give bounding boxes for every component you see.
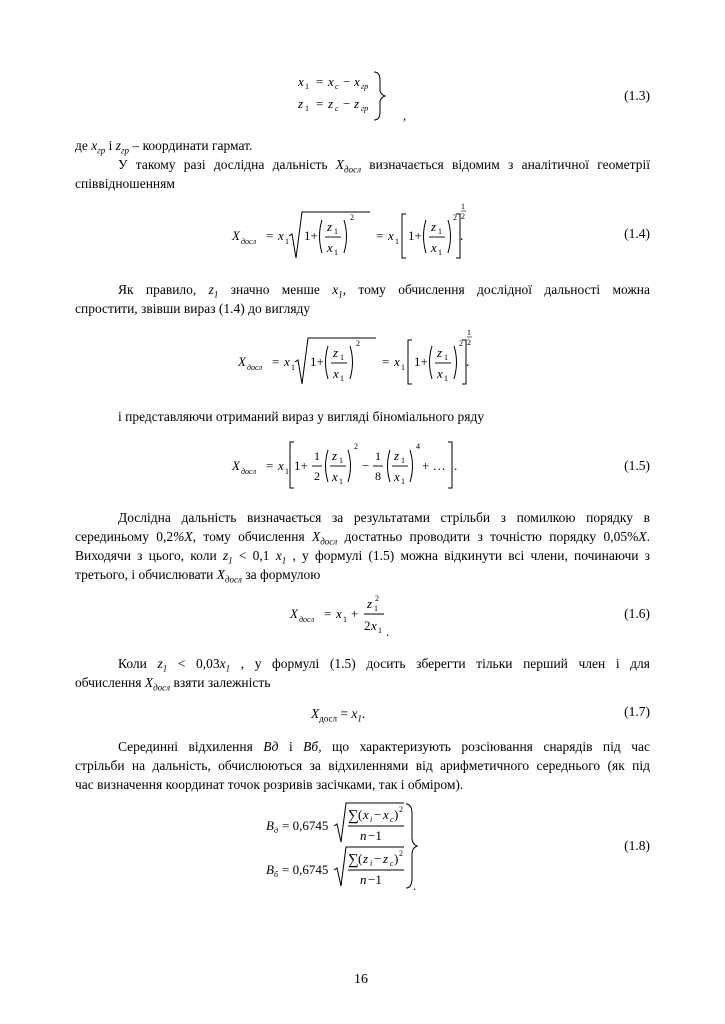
svg-text:−: − bbox=[362, 458, 370, 473]
var-Bb: Вб bbox=[303, 739, 319, 754]
svg-text:4: 4 bbox=[416, 442, 420, 451]
svg-text:досл: досл bbox=[299, 615, 315, 624]
svg-text:1+: 1+ bbox=[294, 458, 308, 473]
svg-text:z: z bbox=[332, 448, 338, 463]
text-span: серединьому 0,2 bbox=[75, 529, 174, 544]
svg-text:1: 1 bbox=[467, 328, 471, 337]
text-span: , у формулі (1.5) можна відкинути всі члени, починаючи з bbox=[286, 548, 650, 563]
svg-text:X: X bbox=[232, 458, 240, 473]
var-x: x bbox=[332, 282, 339, 297]
subscript: досл bbox=[319, 713, 338, 724]
var-X: X bbox=[184, 529, 193, 544]
text-span: У такому разі дослідна дальність bbox=[118, 157, 336, 172]
svg-text:1+: 1+ bbox=[310, 354, 324, 369]
var-X: X bbox=[144, 675, 154, 690]
svg-text:= 0,6745: = 0,6745 bbox=[282, 818, 329, 833]
var-X: X bbox=[311, 706, 320, 721]
text-span: < 0,03 bbox=[167, 656, 220, 671]
svg-text:1: 1 bbox=[305, 82, 309, 91]
var-z: z bbox=[222, 548, 229, 563]
svg-text:1: 1 bbox=[374, 604, 378, 613]
svg-text:1: 1 bbox=[339, 456, 343, 465]
svg-text:1+: 1+ bbox=[304, 228, 318, 243]
svg-text:1: 1 bbox=[334, 248, 338, 257]
svg-text:1+: 1+ bbox=[414, 354, 428, 369]
svg-text:досл: досл bbox=[247, 363, 263, 372]
var-x: x bbox=[219, 656, 226, 671]
svg-text:−1: −1 bbox=[368, 872, 382, 887]
text-span: , тому обчислення bbox=[192, 529, 312, 544]
text-span: Як правило, bbox=[118, 282, 209, 297]
svg-text:2: 2 bbox=[314, 469, 320, 483]
svg-text:c: c bbox=[390, 815, 394, 824]
svg-text:=: = bbox=[382, 354, 390, 369]
svg-text:x: x bbox=[354, 74, 360, 89]
svg-text:c: c bbox=[335, 104, 339, 113]
svg-text:1: 1 bbox=[314, 449, 320, 463]
svg-text:x: x bbox=[332, 469, 338, 484]
text-span: Коли bbox=[118, 656, 158, 671]
svg-text:=: = bbox=[316, 96, 324, 111]
text-span: = bbox=[337, 706, 352, 721]
svg-text:x: x bbox=[298, 74, 304, 89]
svg-text:1: 1 bbox=[401, 363, 405, 372]
svg-text:досл: досл bbox=[241, 467, 257, 476]
var-Bd: Вд bbox=[263, 739, 279, 754]
svg-text:2: 2 bbox=[461, 212, 465, 221]
svg-text:z: z bbox=[431, 219, 437, 234]
svg-text:1: 1 bbox=[461, 202, 465, 211]
equation-1-5 bbox=[228, 432, 468, 496]
svg-text:2: 2 bbox=[375, 594, 379, 603]
paragraph-range-line2: співвідношенням bbox=[75, 176, 175, 191]
subscript: 1 bbox=[357, 713, 362, 724]
text-span: де bbox=[75, 138, 92, 153]
paragraph-accuracy-line1: Дослідна дальність визначається за результатами стрільби з помилкою порядку в bbox=[118, 510, 650, 525]
text-span: значно менше bbox=[218, 282, 333, 297]
text-span: . bbox=[646, 529, 650, 544]
svg-text:1: 1 bbox=[339, 477, 343, 486]
svg-text:): ) bbox=[394, 851, 399, 866]
svg-text:i: i bbox=[370, 859, 373, 868]
subscript: 1 bbox=[162, 663, 168, 674]
svg-text:z: z bbox=[394, 448, 400, 463]
text-span: . bbox=[361, 706, 366, 721]
svg-text:z: z bbox=[383, 851, 389, 866]
svg-text:−1: −1 bbox=[368, 828, 382, 843]
svg-text:i: i bbox=[370, 815, 373, 824]
svg-text:x: x bbox=[383, 807, 389, 822]
svg-text:1: 1 bbox=[444, 353, 448, 362]
svg-text:=: = bbox=[316, 74, 324, 89]
svg-text:x: x bbox=[394, 469, 400, 484]
svg-text:x: x bbox=[394, 354, 400, 369]
paragraph-deviation-line2: стрільби на дальність, обчислюються за відхиленнями від арифметичного середнього (як під bbox=[75, 758, 650, 773]
paragraph-accuracy-line4 bbox=[75, 565, 320, 590]
subscript: досл bbox=[153, 682, 171, 693]
equation-1-4 bbox=[228, 200, 468, 270]
svg-text:2: 2 bbox=[453, 213, 457, 222]
svg-text:x: x bbox=[284, 354, 290, 369]
svg-text:x: x bbox=[363, 807, 369, 822]
equation-number: (1.3) bbox=[624, 88, 650, 103]
text-span: Серединні відхилення bbox=[118, 739, 264, 754]
svg-text:B: B bbox=[266, 862, 274, 877]
equation-trailing-dot: . bbox=[460, 228, 464, 243]
text-span: < 0,1 bbox=[232, 548, 276, 563]
svg-text:1: 1 bbox=[340, 374, 344, 383]
subscript: досл bbox=[224, 574, 242, 585]
svg-text:8: 8 bbox=[375, 469, 381, 483]
equation-1-7 bbox=[311, 704, 365, 729]
equation-1-3 bbox=[290, 66, 430, 122]
svg-text:X: X bbox=[238, 354, 246, 369]
subscript: досл bbox=[344, 164, 362, 175]
svg-text:1: 1 bbox=[291, 363, 295, 372]
svg-text:1: 1 bbox=[438, 227, 442, 236]
text-span: обчислення bbox=[75, 675, 145, 690]
svg-text:n: n bbox=[360, 828, 367, 843]
svg-text:z: z bbox=[298, 96, 304, 111]
svg-text:x: x bbox=[336, 606, 342, 621]
svg-text:c: c bbox=[390, 859, 394, 868]
svg-text:x: x bbox=[278, 458, 284, 473]
text-span: і bbox=[105, 138, 116, 153]
svg-text:x: x bbox=[388, 228, 394, 243]
svg-text:1: 1 bbox=[340, 353, 344, 362]
svg-text:=: = bbox=[376, 228, 384, 243]
text-span: за формулою bbox=[241, 567, 321, 582]
equation-1-8 bbox=[262, 800, 432, 892]
svg-text:.: . bbox=[413, 878, 417, 892]
text-span: , у формулі (1.5) досить зберегти тільки перший член і для bbox=[230, 656, 650, 671]
svg-text:,: , bbox=[403, 108, 407, 122]
svg-text:2: 2 bbox=[399, 805, 403, 814]
var-z: z bbox=[208, 282, 214, 297]
svg-text:1: 1 bbox=[378, 626, 382, 635]
svg-text:2: 2 bbox=[467, 338, 471, 347]
svg-text:−: − bbox=[374, 851, 382, 866]
subscript: гр bbox=[97, 145, 106, 156]
svg-text:(: ( bbox=[358, 851, 363, 866]
svg-text:б: б bbox=[274, 870, 279, 879]
subscript: 1 bbox=[228, 555, 233, 566]
svg-text:= 0,6745: = 0,6745 bbox=[282, 862, 329, 877]
svg-text:−: − bbox=[343, 74, 351, 89]
svg-text:1: 1 bbox=[285, 467, 289, 476]
svg-text:c: c bbox=[335, 82, 339, 91]
svg-text:x: x bbox=[327, 240, 333, 255]
svg-text:1: 1 bbox=[285, 237, 289, 246]
svg-text:.: . bbox=[386, 624, 390, 639]
var-z: z bbox=[115, 138, 122, 153]
svg-text:z: z bbox=[367, 596, 373, 611]
svg-text:z: z bbox=[363, 851, 369, 866]
svg-text:−: − bbox=[343, 96, 351, 111]
svg-text:+ …: + … bbox=[422, 458, 446, 473]
svg-text:x: x bbox=[371, 618, 377, 633]
var-X: X bbox=[638, 529, 647, 544]
svg-text:1: 1 bbox=[444, 374, 448, 383]
text-span: третього, і обчислювати bbox=[75, 567, 217, 582]
svg-text:∑: ∑ bbox=[348, 808, 359, 824]
svg-text:2: 2 bbox=[350, 213, 354, 222]
subscript: 1 bbox=[213, 289, 219, 300]
paragraph-binomial: і представляючи отриманий вираз у вигляді біноміального ряду bbox=[118, 409, 485, 424]
svg-text:1+: 1+ bbox=[408, 228, 422, 243]
text-span: і bbox=[278, 739, 304, 754]
svg-text:=: = bbox=[272, 354, 280, 369]
text-span: – координати гармат. bbox=[129, 138, 253, 153]
subscript: 1 bbox=[281, 555, 287, 566]
paragraph-condition-line2 bbox=[75, 673, 270, 698]
equation-number: (1.6) bbox=[624, 606, 650, 621]
svg-text:досл: досл bbox=[241, 237, 257, 246]
var-x: x bbox=[275, 548, 282, 563]
subscript: 1 bbox=[338, 289, 343, 300]
svg-text:=: = bbox=[266, 228, 274, 243]
svg-text:2: 2 bbox=[356, 339, 360, 348]
svg-text:x: x bbox=[328, 74, 334, 89]
var-X: X bbox=[312, 529, 321, 544]
svg-text:z: z bbox=[328, 96, 334, 111]
equation-1-6 bbox=[288, 590, 398, 642]
var-z: z bbox=[157, 656, 163, 671]
svg-text:д: д bbox=[274, 826, 279, 835]
subscript: досл bbox=[320, 536, 338, 547]
var-X: X bbox=[335, 157, 345, 172]
text-span: визначається відомим з аналітичної геометрії bbox=[361, 157, 650, 172]
paragraph-deviation-line3: час визначення координат точок розривів засічками, так і обміром). bbox=[75, 777, 464, 792]
svg-text:B: B bbox=[266, 818, 274, 833]
svg-text:z: z bbox=[354, 96, 360, 111]
svg-text:2: 2 bbox=[364, 618, 371, 633]
paragraph-deviation-line1 bbox=[75, 737, 650, 756]
svg-text:1: 1 bbox=[395, 237, 399, 246]
svg-text:2: 2 bbox=[459, 339, 463, 348]
svg-text:=: = bbox=[324, 606, 332, 621]
svg-text:∑: ∑ bbox=[348, 852, 359, 868]
svg-text:+: + bbox=[351, 606, 359, 621]
svg-text:2: 2 bbox=[399, 849, 403, 858]
svg-text:x: x bbox=[278, 228, 284, 243]
svg-text:=: = bbox=[266, 458, 274, 473]
equation-trailing-dot: . bbox=[466, 354, 470, 369]
text-span: , тому обчислення дослідної дальності можна bbox=[342, 282, 650, 297]
equation-number: (1.5) bbox=[624, 458, 650, 473]
svg-text:x: x bbox=[437, 366, 443, 381]
svg-text:z: z bbox=[437, 345, 443, 360]
subscript: 1 bbox=[225, 663, 231, 674]
svg-text:z: z bbox=[327, 219, 333, 234]
svg-text:n: n bbox=[360, 872, 367, 887]
svg-text:1: 1 bbox=[401, 456, 405, 465]
svg-text:гр: гр bbox=[361, 104, 369, 113]
text-span: % bbox=[173, 529, 185, 544]
svg-text:x: x bbox=[333, 366, 339, 381]
text-span: Виходячи з цього, коли bbox=[75, 548, 223, 563]
var-x: x bbox=[351, 706, 358, 721]
page-number: 16 bbox=[354, 972, 368, 987]
svg-text:): ) bbox=[394, 807, 399, 822]
svg-text:1: 1 bbox=[438, 248, 442, 257]
paragraph-simplify-line2: спростити, звівши вираз (1.4) до вигляду bbox=[75, 301, 311, 316]
equation-number: (1.8) bbox=[624, 838, 650, 853]
subscript: гр bbox=[121, 145, 130, 156]
var-x: x bbox=[91, 138, 98, 153]
svg-text:1: 1 bbox=[305, 104, 309, 113]
text-span: , що характеризують розсіювання снарядів під час bbox=[318, 739, 650, 754]
svg-text:(: ( bbox=[358, 807, 363, 822]
svg-text:.: . bbox=[454, 458, 458, 473]
equation-number: (1.4) bbox=[624, 226, 650, 241]
svg-text:1: 1 bbox=[343, 615, 347, 624]
svg-text:X: X bbox=[232, 228, 240, 243]
var-X: X bbox=[216, 567, 225, 582]
svg-text:1: 1 bbox=[375, 449, 381, 463]
svg-text:X: X bbox=[290, 606, 298, 621]
svg-text:гр: гр bbox=[361, 82, 369, 91]
text-span: взяти залежність bbox=[170, 675, 271, 690]
svg-text:1: 1 bbox=[401, 477, 405, 486]
svg-text:−: − bbox=[374, 807, 382, 822]
text-span: достатньо проводити з точністю порядку 0,05% bbox=[337, 529, 639, 544]
equation-number: (1.7) bbox=[624, 704, 650, 719]
svg-text:x: x bbox=[431, 240, 437, 255]
svg-text:z: z bbox=[333, 345, 339, 360]
equation-simplified bbox=[234, 326, 474, 396]
svg-text:1: 1 bbox=[334, 227, 338, 236]
svg-text:2: 2 bbox=[354, 442, 358, 451]
